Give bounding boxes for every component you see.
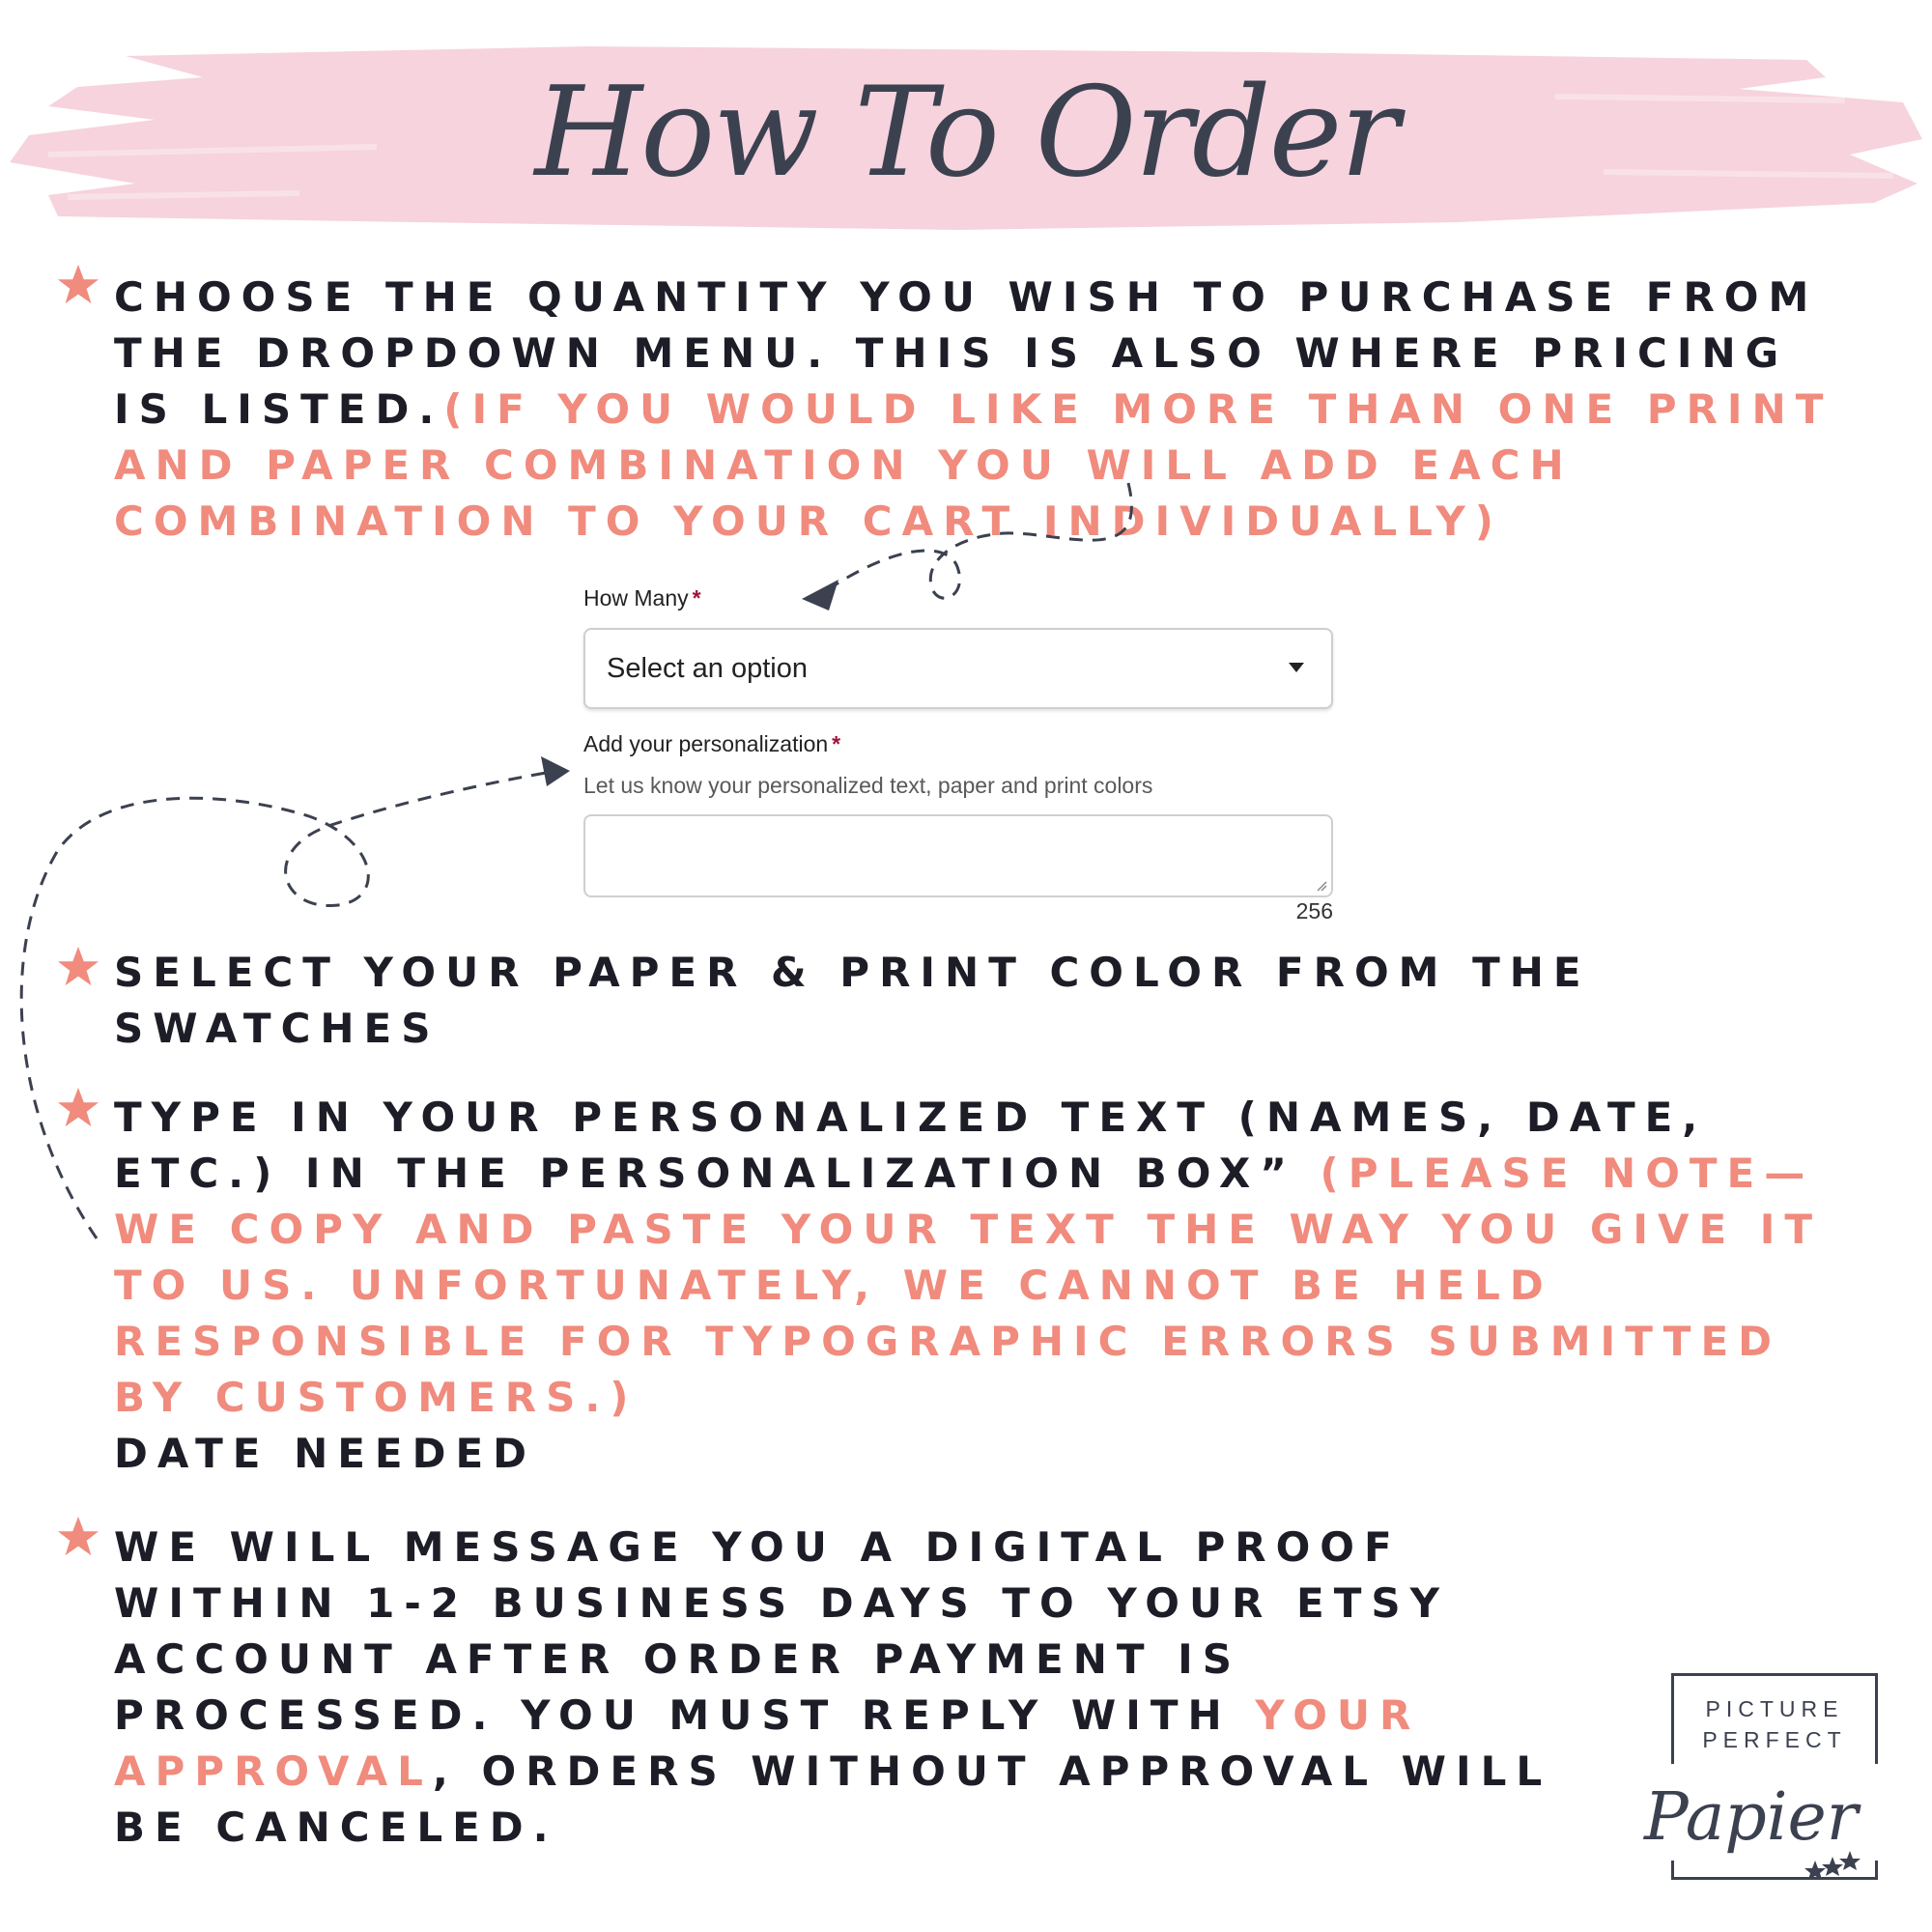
chevron-down-icon	[1289, 663, 1304, 672]
page-title: How To Order	[534, 61, 1398, 205]
personalization-label	[583, 731, 840, 757]
step-2-text	[114, 945, 1853, 1057]
step-3-extra: DATE NEEDED	[114, 1430, 537, 1477]
step-4-highlight: YOUR APPROVAL	[114, 1691, 1421, 1795]
step-1-note: (IF YOU WOULD LIKE MORE THAN ONE PRINT AND PAPER COMBINATION YOU WILL ADD EACH COMBINATION TO YOUR CART INDIVIDUALLY)	[114, 385, 1833, 545]
step-2-main: SELECT YOUR PAPER & PRINT COLOR FROM THE SWATCHES	[114, 949, 1591, 1052]
step-3-main: TYPE IN YOUR PERSONALIZED TEXT (NAMES, DATE, ETC.) IN THE PERSONALIZATION BOX”	[114, 1094, 1708, 1197]
star-icon	[56, 1086, 100, 1130]
quantity-select[interactable]	[583, 628, 1333, 709]
star-icon	[56, 263, 100, 307]
logo-line-2: PERFECT	[1702, 1727, 1847, 1752]
step-4-main: WE WILL MESSAGE YOU A DIGITAL PROOF WITHIN 1-2 BUSINESS DAYS TO YOUR ETSY ACCOUNT AFTER ORDER PAYMENT IS PROCESSED. YOU MUST REPLY WITH	[114, 1523, 1450, 1739]
required-mark: *	[692, 585, 701, 611]
required-mark: *	[832, 731, 841, 756]
personalization-label-text: Add your personalization	[583, 731, 829, 756]
star-icon	[56, 1515, 100, 1559]
star-icon	[56, 945, 100, 989]
step-3-note: (PLEASE NOTE—WE COPY AND PASTE YOUR TEXT THE WAY YOU GIVE IT TO US. UNFORTUNATELY, WE CANNOT BE HELD RESPONSIBLE FOR TYPOGRAPHIC ERRORS SUBMITTED BY CUSTOMERS.)	[114, 1150, 1823, 1421]
resize-grip-icon[interactable]	[1316, 880, 1327, 892]
quantity-label-text: How Many	[583, 585, 689, 611]
arrow-head-icon	[802, 580, 838, 611]
logo-line-1: PICTURE	[1705, 1696, 1844, 1721]
logo-script-text: Papier	[1644, 1779, 1859, 1856]
star-icon	[1804, 1861, 1826, 1880]
character-counter: 256	[1295, 898, 1333, 923]
step-1-main: CHOOSE THE QUANTITY YOU WISH TO PURCHASE FROM THE DROPDOWN MENU. THIS IS ALSO WHERE PRICING IS LISTED.	[114, 273, 1819, 433]
quantity-label	[583, 585, 701, 611]
logo-script-papier	[1636, 1756, 1882, 1882]
step-3-text	[114, 1090, 1853, 1482]
personalization-textarea[interactable]	[583, 814, 1333, 897]
quantity-select-value: Select an option	[607, 653, 808, 684]
personalization-helper-text: Let us know your personalized text, paper and print colors	[583, 773, 1153, 798]
brand-logo	[1636, 1673, 1882, 1888]
arrow-head-icon	[541, 756, 570, 786]
step-4-text	[114, 1520, 1621, 1856]
step-1-text	[114, 270, 1853, 550]
step-4-tail: , ORDERS WITHOUT APPROVAL WILL BE CANCELED.	[114, 1747, 1552, 1851]
